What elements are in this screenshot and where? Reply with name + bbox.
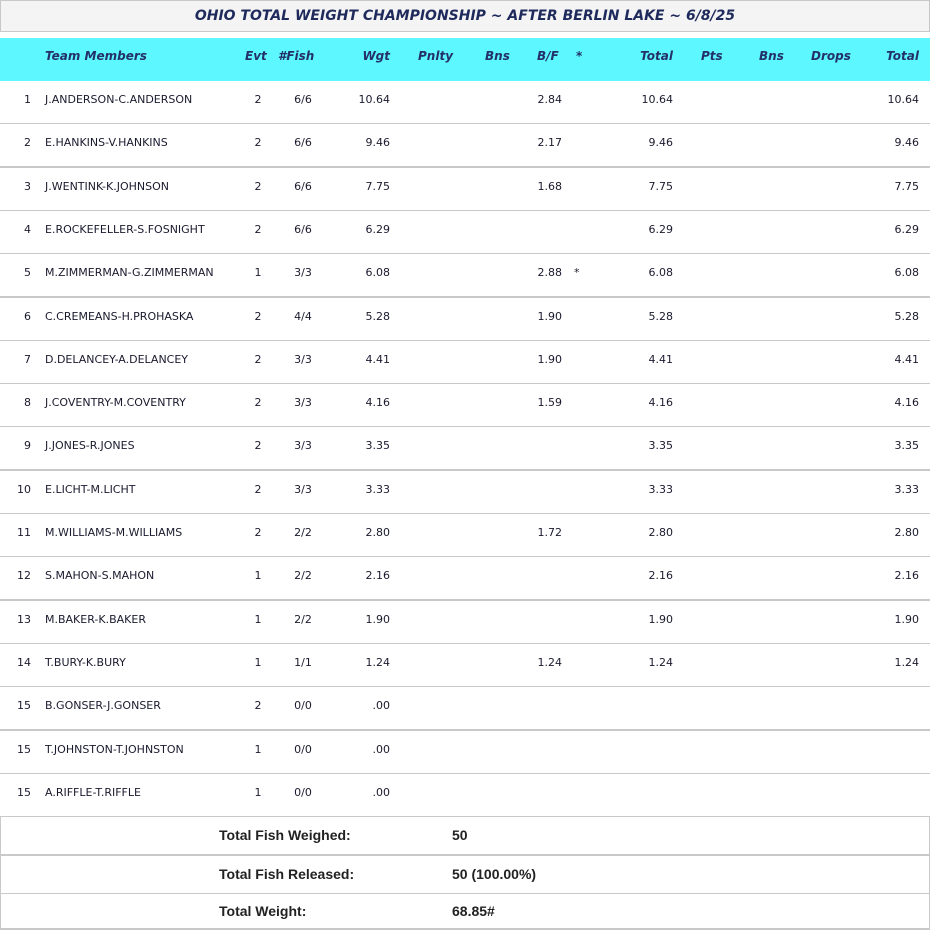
total-cell: 9.46 xyxy=(648,136,673,149)
bf-cell xyxy=(520,471,562,513)
fish-cell: 6/6 xyxy=(294,93,312,106)
col-pnlty: Pnlty xyxy=(418,49,454,63)
star-cell xyxy=(574,731,584,773)
table-row xyxy=(0,124,930,168)
evt-cell: 2 xyxy=(254,526,262,539)
wgt-cell: 9.46 xyxy=(365,136,390,149)
team-cell: B.GONSER-J.GONSER xyxy=(45,699,161,712)
total-cell xyxy=(620,731,673,773)
col-star: * xyxy=(576,49,583,63)
total-cell: 1.90 xyxy=(648,613,673,626)
col-total-2: Total xyxy=(886,49,919,63)
evt-cell: 1 xyxy=(254,569,262,582)
col-fish: #Fish xyxy=(278,49,315,63)
place-cell: 5 xyxy=(24,266,31,279)
fish-cell: 6/6 xyxy=(294,223,312,236)
wgt-cell: 3.35 xyxy=(365,439,390,452)
star-cell xyxy=(574,427,584,469)
evt-cell: 2 xyxy=(254,483,262,496)
star-cell xyxy=(574,601,584,643)
evt-cell: 1 xyxy=(254,786,262,799)
fish-cell: 6/6 xyxy=(294,136,312,149)
team-cell: A.RIFFLE-T.RIFFLE xyxy=(45,786,141,799)
fish-cell: 3/3 xyxy=(294,439,312,452)
total-2-cell: 10.64 xyxy=(887,93,919,106)
team-cell: S.MAHON-S.MAHON xyxy=(45,569,155,582)
star-cell xyxy=(574,557,584,599)
team-cell: E.ROCKEFELLER-S.FOSNIGHT xyxy=(45,223,205,236)
total-cell: 7.75 xyxy=(648,180,673,193)
bf-cell xyxy=(520,427,562,469)
total-cell: 3.35 xyxy=(648,439,673,452)
evt-cell: 2 xyxy=(254,699,262,712)
team-cell: J.WENTINK-K.JOHNSON xyxy=(45,180,169,193)
col-pts: Pts xyxy=(701,49,723,63)
summary-value: 50 xyxy=(452,827,468,843)
total-cell: 4.16 xyxy=(648,396,673,409)
wgt-cell: 7.75 xyxy=(365,180,390,193)
evt-cell: 2 xyxy=(254,223,262,236)
col-drops: Drops xyxy=(811,49,851,63)
fish-cell: 2/2 xyxy=(294,613,312,626)
table-row xyxy=(0,81,930,125)
fish-cell: 6/6 xyxy=(294,180,312,193)
total-2-cell xyxy=(870,731,919,773)
total-2-cell: 2.16 xyxy=(894,569,919,582)
bf-cell: 1.59 xyxy=(537,396,562,409)
wgt-cell: 3.33 xyxy=(365,483,390,496)
table-row xyxy=(0,601,930,645)
evt-cell: 2 xyxy=(254,439,262,452)
table-row xyxy=(0,644,930,688)
bf-cell: 1.90 xyxy=(537,353,562,366)
summary-label: Total Fish Weighed: xyxy=(219,827,351,843)
total-2-cell: 7.75 xyxy=(894,180,919,193)
table-row xyxy=(0,211,930,255)
fish-cell: 2/2 xyxy=(294,569,312,582)
place-cell: 1 xyxy=(24,93,31,106)
table-row xyxy=(0,384,930,428)
total-2-cell: 9.46 xyxy=(894,136,919,149)
fish-cell: 3/3 xyxy=(294,483,312,496)
total-2-cell: 1.90 xyxy=(894,613,919,626)
total-cell: 6.08 xyxy=(648,266,673,279)
total-2-cell: 5.28 xyxy=(894,310,919,323)
summary-row-total-weight xyxy=(0,893,930,930)
summary-label: Total Fish Released: xyxy=(219,866,355,882)
team-cell: M.ZIMMERMAN-G.ZIMMERMAN xyxy=(45,266,214,279)
evt-cell: 2 xyxy=(254,136,262,149)
bf-cell: 2.88 xyxy=(537,266,562,279)
bf-cell xyxy=(520,687,562,729)
bf-cell: 2.17 xyxy=(537,136,562,149)
wgt-cell: .00 xyxy=(372,743,390,756)
place-cell: 2 xyxy=(24,136,31,149)
table-row xyxy=(0,298,930,342)
place-cell: 10 xyxy=(17,483,31,496)
wgt-cell: 5.28 xyxy=(365,310,390,323)
evt-cell: 1 xyxy=(254,266,262,279)
total-cell xyxy=(620,774,673,816)
table-row xyxy=(0,168,930,212)
place-cell: 15 xyxy=(17,743,31,756)
wgt-cell: 6.08 xyxy=(365,266,390,279)
table-row xyxy=(0,427,930,471)
place-cell: 14 xyxy=(17,656,31,669)
table-row xyxy=(0,774,930,818)
summary-value: 50 (100.00%) xyxy=(452,866,537,882)
total-2-cell: 3.35 xyxy=(894,439,919,452)
bf-cell xyxy=(520,557,562,599)
col-evt: Evt xyxy=(245,49,267,63)
fish-cell: 3/3 xyxy=(294,266,312,279)
team-cell: E.HANKINS-V.HANKINS xyxy=(45,136,168,149)
star-cell xyxy=(574,687,584,729)
bf-cell: 1.68 xyxy=(537,180,562,193)
summary-row-released xyxy=(0,855,930,895)
fish-cell: 3/3 xyxy=(294,396,312,409)
total-cell xyxy=(620,687,673,729)
total-cell: 5.28 xyxy=(648,310,673,323)
evt-cell: 1 xyxy=(254,613,262,626)
total-2-cell xyxy=(870,687,919,729)
evt-cell: 2 xyxy=(254,310,262,323)
total-cell: 3.33 xyxy=(648,483,673,496)
table-row xyxy=(0,557,930,601)
total-2-cell: 6.08 xyxy=(894,266,919,279)
team-cell: D.DELANCEY-A.DELANCEY xyxy=(45,353,189,366)
star-cell xyxy=(574,774,584,816)
place-cell: 3 xyxy=(24,180,31,193)
place-cell: 12 xyxy=(17,569,31,582)
fish-cell: 4/4 xyxy=(294,310,312,323)
table-row xyxy=(0,254,930,298)
wgt-cell: 4.41 xyxy=(365,353,390,366)
page-title: OHIO TOTAL WEIGHT CHAMPIONSHIP ~ AFTER BERLIN LAKE ~ 6/8/25 xyxy=(0,0,930,32)
wgt-cell: 4.16 xyxy=(365,396,390,409)
bf-cell: 1.90 xyxy=(537,310,562,323)
total-2-cell: 1.24 xyxy=(894,656,919,669)
evt-cell: 2 xyxy=(254,93,262,106)
total-2-cell: 4.41 xyxy=(894,353,919,366)
total-2-cell: 4.16 xyxy=(894,396,919,409)
fish-cell: 1/1 xyxy=(294,656,312,669)
team-cell: M.BAKER-K.BAKER xyxy=(45,613,146,626)
bf-cell xyxy=(520,774,562,816)
star-cell xyxy=(574,211,584,253)
star-cell xyxy=(574,124,584,166)
team-cell: J.ANDERSON-C.ANDERSON xyxy=(45,93,193,106)
total-2-cell: 6.29 xyxy=(894,223,919,236)
place-cell: 7 xyxy=(24,353,31,366)
evt-cell: 2 xyxy=(254,396,262,409)
team-cell: J.JONES-R.JONES xyxy=(45,439,135,452)
summary-row-weighed xyxy=(0,816,930,856)
evt-cell: 1 xyxy=(254,656,262,669)
bf-cell xyxy=(520,601,562,643)
table-row xyxy=(0,731,930,775)
total-cell: 1.24 xyxy=(648,656,673,669)
place-cell: 4 xyxy=(24,223,31,236)
bf-cell xyxy=(520,211,562,253)
fish-cell: 0/0 xyxy=(294,699,312,712)
wgt-cell: .00 xyxy=(372,699,390,712)
fish-cell: 2/2 xyxy=(294,526,312,539)
wgt-cell: 2.16 xyxy=(365,569,390,582)
wgt-cell: .00 xyxy=(372,786,390,799)
team-cell: T.BURY-K.BURY xyxy=(45,656,126,669)
table-row xyxy=(0,471,930,515)
col-bns-2: Bns xyxy=(759,49,784,63)
wgt-cell: 6.29 xyxy=(365,223,390,236)
col-bf: B/F xyxy=(537,49,559,63)
place-cell: 15 xyxy=(17,699,31,712)
wgt-cell: 1.90 xyxy=(365,613,390,626)
team-cell: M.WILLIAMS-M.WILLIAMS xyxy=(45,526,183,539)
place-cell: 8 xyxy=(24,396,31,409)
fish-cell: 0/0 xyxy=(294,743,312,756)
col-bns: Bns xyxy=(485,49,510,63)
wgt-cell: 10.64 xyxy=(358,93,390,106)
evt-cell: 1 xyxy=(254,743,262,756)
table-row xyxy=(0,687,930,731)
total-cell: 6.29 xyxy=(648,223,673,236)
star-cell xyxy=(574,341,584,383)
place-cell: 9 xyxy=(24,439,31,452)
bf-cell xyxy=(520,731,562,773)
team-cell: T.JOHNSTON-T.JOHNSTON xyxy=(45,743,184,756)
table-header xyxy=(0,38,930,82)
evt-cell: 2 xyxy=(254,353,262,366)
team-cell: J.COVENTRY-M.COVENTRY xyxy=(45,396,186,409)
fish-cell: 0/0 xyxy=(294,786,312,799)
place-cell: 6 xyxy=(24,310,31,323)
star-cell xyxy=(574,168,584,210)
col-wgt: Wgt xyxy=(362,49,390,63)
place-cell: 15 xyxy=(17,786,31,799)
bf-cell: 2.84 xyxy=(537,93,562,106)
total-2-cell: 3.33 xyxy=(894,483,919,496)
team-cell: C.CREMEANS-H.PROHASKA xyxy=(45,310,194,323)
wgt-cell: 2.80 xyxy=(365,526,390,539)
total-2-cell xyxy=(870,774,919,816)
total-cell: 4.41 xyxy=(648,353,673,366)
star-cell xyxy=(574,81,584,123)
fish-cell: 3/3 xyxy=(294,353,312,366)
summary-label: Total Weight: xyxy=(219,903,307,919)
star-cell xyxy=(574,644,584,686)
star-cell xyxy=(574,384,584,426)
wgt-cell: 1.24 xyxy=(365,656,390,669)
team-cell: E.LICHT-M.LICHT xyxy=(45,483,136,496)
star-cell xyxy=(574,514,584,556)
table-row xyxy=(0,514,930,558)
place-cell: 11 xyxy=(17,526,31,539)
total-cell: 2.16 xyxy=(648,569,673,582)
evt-cell: 2 xyxy=(254,180,262,193)
bf-cell: 1.72 xyxy=(537,526,562,539)
star-cell xyxy=(574,471,584,513)
col-team-members: Team Members xyxy=(45,49,147,63)
summary-value: 68.85# xyxy=(452,903,495,919)
total-2-cell: 2.80 xyxy=(894,526,919,539)
star-cell xyxy=(574,298,584,340)
col-total: Total xyxy=(640,49,673,63)
total-cell: 2.80 xyxy=(648,526,673,539)
table-row xyxy=(0,341,930,385)
star-cell: * xyxy=(574,266,580,279)
place-cell: 13 xyxy=(17,613,31,626)
total-cell: 10.64 xyxy=(641,93,673,106)
bf-cell: 1.24 xyxy=(537,656,562,669)
